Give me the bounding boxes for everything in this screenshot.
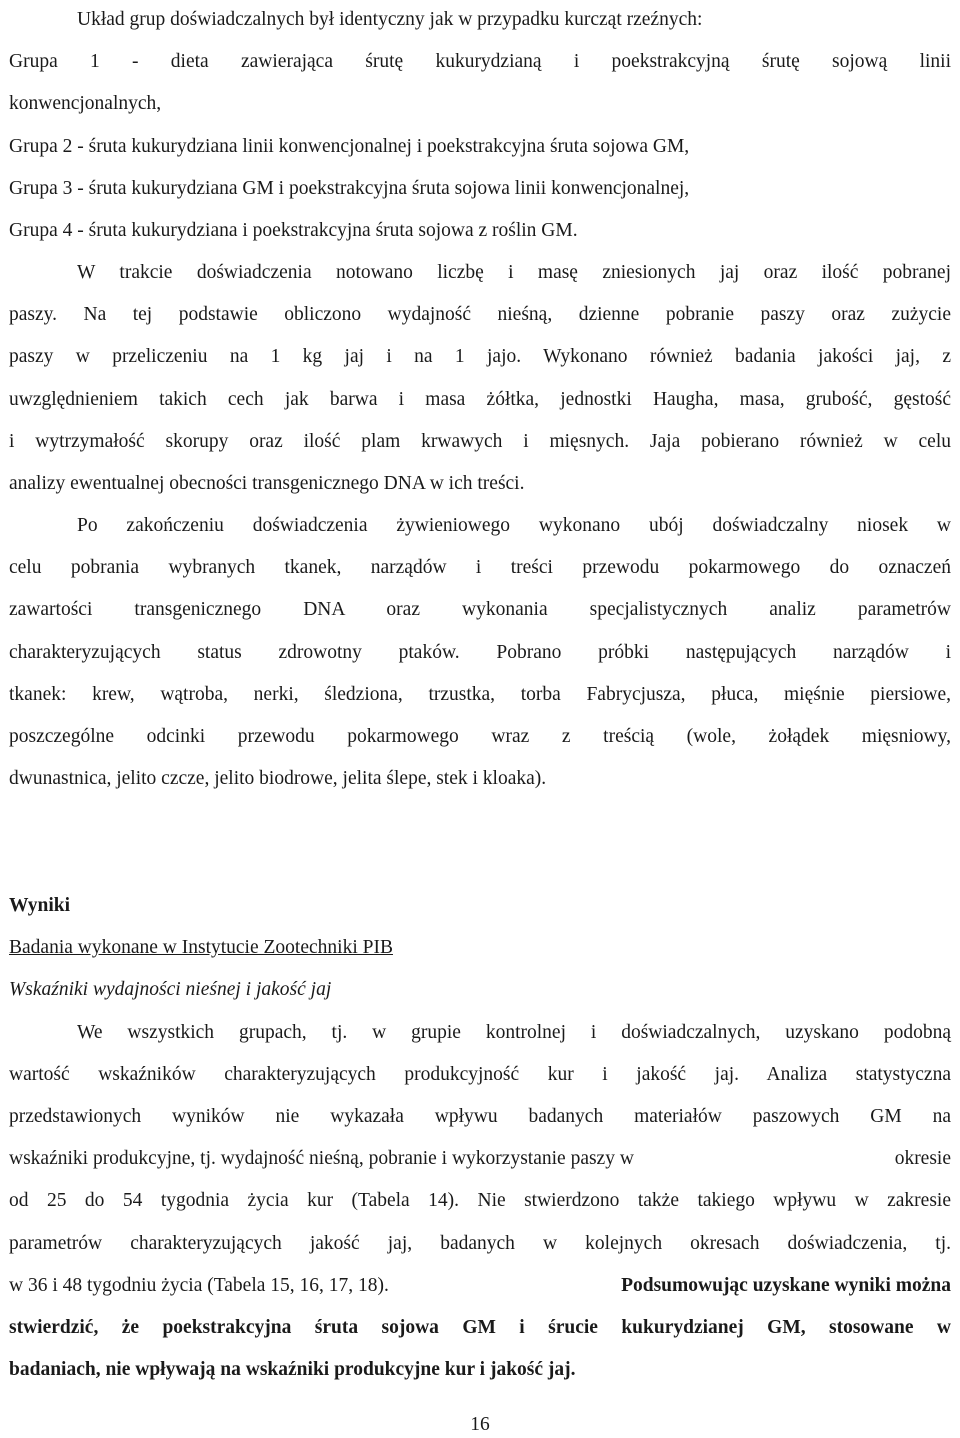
text-line — [9, 1147, 951, 1171]
text-line: od 25 do 54 tygodnia życia kur (Tabela 14). Nie stwierdzono także takiego wpływu w zakresie — [9, 1190, 951, 1211]
text-line: Układ grup doświadczalnych był identyczny jak w przypadku kurcząt rzeźnych: — [77, 9, 703, 30]
conclusion-text: stwierdzić, że poekstrakcyjna śruta sojowa GM i śrucie kukurydzianej GM, stosowane w — [9, 1317, 951, 1338]
section-heading: Wyniki — [9, 895, 71, 916]
text-line: analizy ewentualnej obecności transgenicznego DNA w ich treści. — [9, 473, 525, 494]
text-line: paszy. Na tej podstawie obliczono wydajność nieśną, dzienne pobranie paszy oraz zużycie — [9, 304, 951, 325]
text-line: charakteryzujących status zdrowotny ptaków. Pobrano próbki następujących narządów i — [9, 642, 951, 663]
text-segment: w 36 i 48 tygodniu życia (Tabela 15, 16, 17, 18). — [9, 1275, 389, 1296]
text-line: i wytrzymałość skorupy oraz ilość plam krwawych i mięsnych. Jaja pobierano również w celu — [9, 431, 951, 452]
text-line: Grupa 2 - śruta kukurydziana linii konwencjonalnej i poekstrakcyjna śruta sojowa GM, — [9, 136, 690, 157]
conclusion-text: badaniach, nie wpływają na wskaźniki produkcyjne kur i jakość jaj. — [9, 1359, 576, 1380]
text-line: paszy w przeliczeniu na 1 kg jaj i na 1 jajo. Wykonano również badania jakości jaj, z — [9, 346, 951, 367]
page-number: 16 — [470, 1414, 490, 1435]
text-line: W trakcie doświadczenia notowano liczbę i masę zniesionych jaj oraz ilość pobranej — [77, 262, 951, 283]
institute-heading-text: Badania wykonane w Instytucie Zootechniki PIB — [9, 937, 393, 958]
text-segment: wskaźniki produkcyjne, tj. wydajność nieśną, pobranie i wykorzystanie paszy w — [9, 1148, 634, 1169]
text-segment: okresie — [894, 1148, 951, 1169]
text-line: parametrów charakteryzujących jakość jaj, badanych w kolejnych okresach doświadczenia, tj. — [9, 1233, 951, 1254]
conclusion-text: Podsumowując uzyskane wyniki można — [621, 1275, 951, 1296]
text-line: Po zakończeniu doświadczenia żywieniowego wykonano ubój doświadczalny niosek w — [77, 515, 951, 536]
text-line: poszczególne odcinki przewodu pokarmowego wraz z treścią (wole, żołądek mięsniowy, — [9, 726, 951, 747]
text-line: tkanek: krew, wątroba, nerki, śledziona, trzustka, torba Fabrycjusza, płuca, mięśnie piersiowe, — [9, 684, 951, 705]
text-line: celu pobrania wybranych tkanek, narządów i treści przewodu pokarmowego do oznaczeń — [9, 557, 951, 578]
institute-heading — [9, 936, 951, 960]
text-line: Grupa 1 - dieta zawierająca śrutę kukurydzianą i poekstrakcyjną śrutę sojową linii — [9, 51, 951, 72]
text-line: Grupa 3 - śruta kukurydziana GM i poekstrakcyjna śruta sojowa linii konwencjonalnej, — [9, 178, 690, 199]
text-line: Grupa 4 - śruta kukurydziana i poekstrakcyjna śruta sojowa z roślin GM. — [9, 220, 578, 241]
text-line: zawartości transgenicznego DNA oraz wykonania specjalistycznych analiz parametrów — [9, 599, 951, 620]
text-line: wartość wskaźników charakteryzujących produkcyjność kur i jakość jaj. Analiza statystyczna — [9, 1064, 951, 1085]
text-line: We wszystkich grupach, tj. w grupie kontrolnej i doświadczalnych, uzyskano podobną — [77, 1022, 951, 1043]
text-line: przedstawionych wyników nie wykazała wpływu badanych materiałów paszowych GM na — [9, 1106, 951, 1127]
text-line: uwzględnieniem takich cech jak barwa i masa żółtka, jednostki Haugha, masa, grubość, gęstość — [9, 389, 951, 410]
text-line — [9, 1274, 951, 1298]
text-line: dwunastnica, jelito czcze, jelito biodrowe, jelita ślepe, stek i kloaka). — [9, 768, 547, 789]
text-line: konwencjonalnych, — [9, 93, 162, 114]
subsection-heading: Wskaźniki wydajności nieśnej i jakość jaj — [9, 979, 332, 1000]
